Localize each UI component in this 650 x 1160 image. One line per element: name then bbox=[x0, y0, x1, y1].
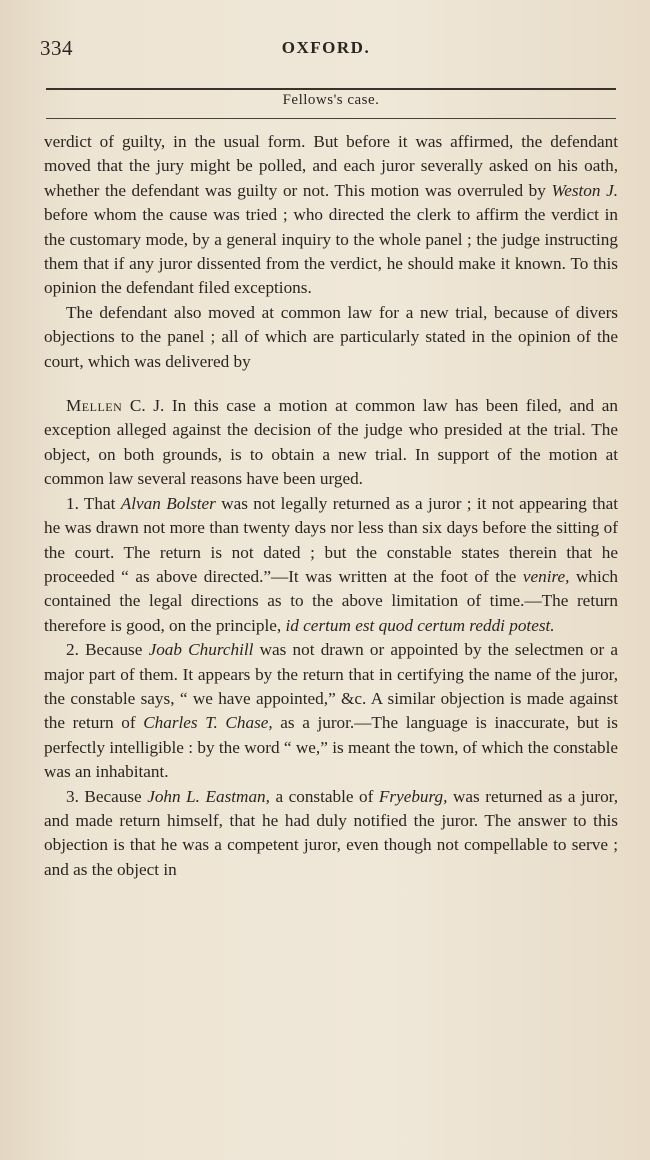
case-title: Fellows's case. bbox=[282, 92, 380, 108]
juror-name: Alvan Bolster bbox=[120, 493, 216, 513]
page-number: 334 bbox=[40, 36, 73, 60]
juror-name: Charles T. Chase, bbox=[143, 713, 273, 733]
subhead-rule bbox=[46, 118, 616, 119]
paragraph: 3. Because John L. Eastman, a constable of Fryeburg, was returned as a juror, and made return himself, that he had duly notified the juror. The answer to this objection is that he was a competent juror, even though not compellable to serve ; and as the object in bbox=[44, 786, 618, 879]
juror-name: Joab Churchill bbox=[148, 640, 254, 660]
running-title: OXFORD. bbox=[281, 38, 371, 57]
chief-justice-name: Mellen bbox=[66, 396, 123, 416]
paragraph: The defendant also moved at common law for a new trial, because of divers objections to the panel ; all of which are particularly stated in the opinion of the court, which was delivered by bbox=[44, 302, 618, 371]
place-name: Fryeburg, bbox=[378, 786, 448, 806]
header-rule bbox=[46, 88, 616, 90]
page-header bbox=[40, 36, 612, 66]
paragraph: 2. Because Joab Churchill was not drawn or appointed by the selectmen or a major part of them. It appears by the return that in certifying the name of the juror, the constable says, “ we have appointed,” &c. A similar objection is made against the return of Charles T. Chase, as a juror.—The language is inaccurate, but is perfectly intelligible : by the word “ we,” is meant the town, of which the constable was an inhabitant. bbox=[44, 640, 618, 782]
latin-maxim: id certum est quod certum reddi potest. bbox=[285, 615, 555, 635]
judge-name: Weston J. bbox=[551, 180, 618, 200]
paragraph: 1. That Alvan Bolster was not legally returned as a juror ; it not appearing that he was drawn not more than twenty days nor less than six days before the sitting of the court. The return is not dated ; but the constable states therein that he proceeded “ as above directed.”—It was written at the foot of the venire, which contained the legal directions as to the above limitation of time.—The return therefore is good, on the principle, id certum est quod certum reddi potest. bbox=[44, 493, 618, 635]
paragraph: verdict of guilty, in the usual form. But before it was affirmed, the defendant moved that the jury might be polled, and each juror severally asked on his oath, whether the defendant was guilty or not. This motion was overruled by Weston J. before whom the cause was tried ; who directed the clerk to affirm the verdict in the customary mode, by a general inquiry to the whole panel ; the judge instructing them that if any juror dissented from the verdict, he should make it known. To this opinion the defendant filed exceptions. bbox=[44, 132, 618, 298]
opinion-paragraph: Mellen C. J. In this case a motion at common law has been filed, and an exception alleged against the decision of the judge who presided at the trial. The object, on both grounds, is to obtain a new trial. In support of the motion at common law several reasons have been urged. bbox=[44, 396, 618, 489]
body-text bbox=[44, 130, 618, 882]
juror-name: John L. Eastman, bbox=[147, 786, 270, 806]
